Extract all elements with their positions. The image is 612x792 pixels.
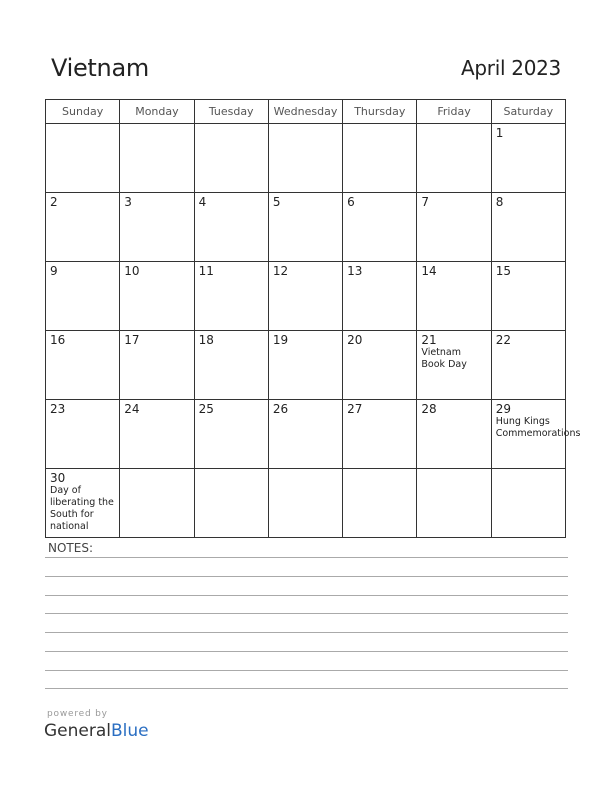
- week-row: [46, 124, 566, 193]
- brand-logo: [44, 721, 149, 741]
- weekday-tuesday: Tuesday: [194, 100, 268, 124]
- day-cell: [120, 124, 194, 193]
- day-number: 20: [347, 333, 363, 347]
- brand-blue: Blue: [111, 721, 149, 741]
- day-number: 18: [198, 333, 214, 347]
- notes-label: NOTES:: [48, 541, 93, 555]
- notes-line: [45, 595, 568, 596]
- day-cell: [343, 400, 417, 469]
- day-cell: [120, 193, 194, 262]
- day-cell: [417, 193, 491, 262]
- day-cell: [491, 400, 581, 469]
- day-cell: [343, 469, 417, 538]
- day-cell: [343, 262, 417, 331]
- day-number: 11: [198, 264, 214, 278]
- day-cell: [194, 331, 268, 400]
- day-number: 26: [272, 402, 289, 416]
- calendar-grid: [45, 99, 581, 538]
- weekday-thursday: Thursday: [343, 100, 417, 124]
- day-cell: [268, 469, 342, 538]
- day-cell: [491, 193, 565, 262]
- weekday-wednesday: Wednesday: [268, 100, 342, 124]
- day-cell: [417, 400, 491, 469]
- week-row: [46, 469, 566, 538]
- notes-line: [45, 651, 568, 652]
- day-number: 21: [421, 333, 437, 347]
- notes-line: [45, 576, 568, 577]
- day-cell: [46, 469, 120, 538]
- day-cell: [268, 193, 342, 262]
- day-cell: [194, 469, 268, 538]
- day-cell: [417, 124, 491, 193]
- day-cell: [491, 262, 565, 331]
- day-number: 10: [124, 264, 140, 278]
- notes-line: [45, 613, 568, 614]
- day-cell: [46, 193, 120, 262]
- week-row: [46, 262, 566, 331]
- day-cell: [46, 400, 120, 469]
- day-number: 6: [347, 195, 355, 209]
- holiday-label: Day of liberating the South for national: [50, 485, 114, 532]
- brand-general: General: [44, 721, 111, 741]
- holiday-label: Vietnam Book Day: [421, 347, 467, 370]
- notes-line: [45, 670, 568, 671]
- week-row: [46, 331, 566, 400]
- week-row: [46, 400, 566, 469]
- day-cell: [491, 469, 565, 538]
- notes-line: [45, 688, 568, 689]
- day-cell: [194, 262, 268, 331]
- weekday-monday: Monday: [120, 100, 194, 124]
- month-year-title: April 2023: [461, 56, 561, 80]
- powered-by-text: powered by: [47, 709, 108, 719]
- weekday-sunday: Sunday: [46, 100, 120, 124]
- day-cell: [268, 331, 342, 400]
- day-number: 15: [495, 264, 511, 278]
- day-number: 1: [495, 126, 504, 140]
- day-number: 9: [50, 264, 58, 278]
- day-number: 30: [50, 471, 66, 485]
- notes-line: [45, 557, 568, 558]
- day-cell: [194, 400, 268, 469]
- day-number: 19: [272, 333, 289, 347]
- day-cell: [417, 331, 491, 400]
- week-row: [46, 193, 566, 262]
- day-cell: [120, 469, 194, 538]
- day-cell: [268, 124, 342, 193]
- day-number: 22: [495, 333, 511, 347]
- day-cell: [194, 193, 268, 262]
- weekday-header-row: [46, 100, 566, 124]
- day-number: 13: [347, 264, 363, 278]
- day-cell: [343, 331, 417, 400]
- day-cell: [194, 124, 268, 193]
- day-number: 29: [495, 402, 511, 416]
- day-cell: [417, 262, 491, 331]
- day-number: 12: [272, 264, 289, 278]
- day-number: 4: [198, 195, 207, 209]
- day-number: 3: [124, 195, 132, 209]
- day-number: 27: [347, 402, 363, 416]
- day-cell: [343, 124, 417, 193]
- day-cell: [491, 124, 565, 193]
- day-number: 24: [124, 402, 140, 416]
- day-cell: [268, 400, 342, 469]
- weekday-saturday: Saturday: [491, 100, 565, 124]
- day-cell: [46, 262, 120, 331]
- day-cell: [46, 331, 120, 400]
- day-number: 7: [421, 195, 430, 209]
- country-title: Vietnam: [51, 54, 149, 82]
- day-number: 14: [421, 264, 437, 278]
- day-cell: [120, 262, 194, 331]
- day-cell: [343, 193, 417, 262]
- holiday-label: Hung Kings Commemorations: [495, 416, 581, 439]
- day-number: 25: [198, 402, 214, 416]
- day-cell: [120, 400, 194, 469]
- day-cell: [46, 124, 120, 193]
- day-cell: [491, 331, 565, 400]
- day-number: 2: [50, 195, 58, 209]
- day-number: 8: [495, 195, 504, 209]
- weekday-friday: Friday: [417, 100, 491, 124]
- day-number: 23: [50, 402, 66, 416]
- day-number: 17: [124, 333, 140, 347]
- day-cell: [268, 262, 342, 331]
- day-cell: [417, 469, 491, 538]
- day-cell: [120, 331, 194, 400]
- day-number: 28: [421, 402, 437, 416]
- day-number: 16: [50, 333, 66, 347]
- notes-line: [45, 632, 568, 633]
- day-number: 5: [272, 195, 281, 209]
